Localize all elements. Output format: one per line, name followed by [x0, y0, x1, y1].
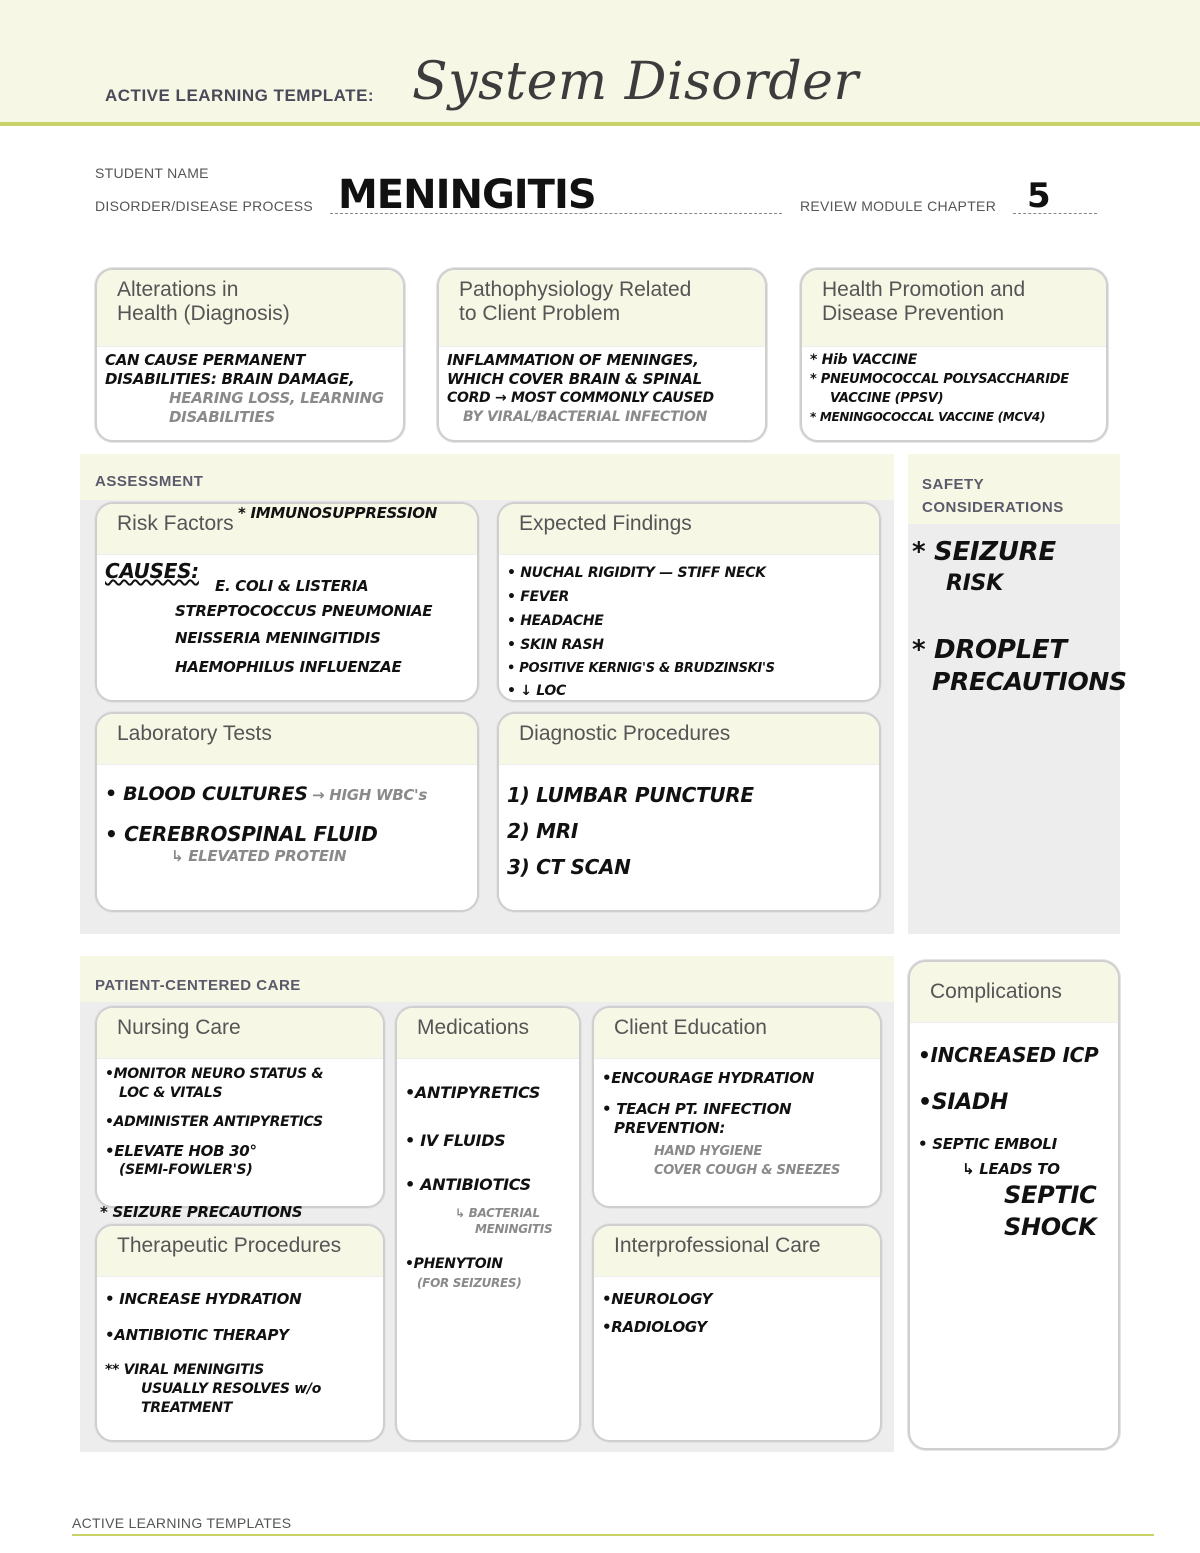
- lab-tests-title: Laboratory Tests: [117, 722, 272, 745]
- risk-factors-content: [97, 555, 477, 681]
- diagnostic-procedures-box: [497, 712, 881, 912]
- education-line: • TEACH PT. INFECTION: [602, 1100, 792, 1118]
- finding-line: • FEVER: [507, 589, 570, 605]
- nursing-line: LOC & VITALS: [119, 1085, 223, 1101]
- complication-item: • SEPTIC EMBOLI: [918, 1135, 1057, 1153]
- expected-findings-header: [499, 504, 879, 555]
- health-promo-line: * MENINGOCOCCAL VACCINE (MCV4): [810, 410, 1046, 424]
- finding-line: • SKIN RASH: [507, 637, 604, 653]
- interprofessional-care-title: Interprofessional Care: [614, 1234, 821, 1257]
- lab-line: • BLOOD CULTURES: [105, 783, 308, 805]
- causes-label: CAUSES:: [105, 559, 199, 583]
- patho-line: INFLAMMATION OF MENINGES,: [447, 351, 699, 369]
- diagnostic-procedures-title: Diagnostic Procedures: [519, 722, 731, 745]
- expected-findings-box: [497, 502, 881, 702]
- interprofessional-care-header: [594, 1226, 880, 1277]
- education-line: PREVENTION:: [614, 1119, 726, 1137]
- complication-emphasis: SHOCK: [1004, 1213, 1097, 1241]
- risk-factors-note: * IMMUNOSUPPRESSION: [238, 504, 438, 522]
- health-promotion-box: [800, 268, 1108, 442]
- template-title: System Disorder: [412, 52, 859, 112]
- medication-note: (FOR SEIZURES): [417, 1276, 522, 1290]
- lab-tests-box: [95, 712, 479, 912]
- safety-title: [922, 473, 1064, 519]
- nursing-care-header: [97, 1008, 383, 1059]
- alterations-line: CAN CAUSE PERMANENT: [105, 351, 306, 369]
- health-promotion-content: [802, 347, 1106, 431]
- patho-title-2: to Client Problem: [459, 302, 621, 325]
- footer-divider: [72, 1534, 1154, 1536]
- medications-content: [397, 1059, 579, 1297]
- health-promo-title-1: Health Promotion and: [822, 278, 1026, 301]
- complications-content: [910, 1023, 1118, 1247]
- risk-factor-line: E. COLI & LISTERIA: [215, 577, 369, 595]
- health-promo-title-2: Disease Prevention: [822, 302, 1005, 325]
- risk-factor-line: STREPTOCOCCUS PNEUMONIAE: [175, 602, 433, 620]
- interprofessional-care-box: [592, 1224, 882, 1442]
- expected-findings-content: [499, 555, 879, 702]
- nursing-care-title: Nursing Care: [117, 1016, 241, 1039]
- seizure-precautions-note: * SEIZURE PRECAUTIONS: [100, 1203, 303, 1221]
- finding-line: • HEADACHE: [507, 613, 604, 629]
- diagnostic-line: 1) LUMBAR PUNCTURE: [507, 783, 754, 807]
- therapeutic-line: • INCREASE HYDRATION: [105, 1290, 302, 1308]
- patho-line: BY VIRAL/BACTERIAL INFECTION: [463, 409, 707, 425]
- safety-item: * SEIZURE: [912, 537, 1056, 567]
- medications-header: [397, 1008, 579, 1059]
- lab-line: ↳ ELEVATED PROTEIN: [171, 847, 347, 865]
- patient-care-title: PATIENT-CENTERED CARE: [95, 977, 301, 994]
- medication-line: • IV FLUIDS: [405, 1131, 506, 1150]
- alterations-line: HEARING LOSS, LEARNING: [169, 389, 384, 407]
- complications-header: [910, 962, 1118, 1023]
- client-education-content: [594, 1059, 880, 1184]
- therapeutic-procedures-title: Therapeutic Procedures: [117, 1234, 342, 1257]
- medications-box: [395, 1006, 581, 1442]
- student-name-label: STUDENT NAME: [95, 165, 209, 181]
- risk-factors-box: [95, 502, 479, 702]
- nursing-line: (SEMI-FOWLER'S): [119, 1162, 253, 1178]
- health-promo-line: VACCINE (PPSV): [830, 391, 944, 406]
- header-divider: [0, 122, 1200, 126]
- lab-tests-content: [97, 765, 477, 870]
- finding-line: • NUCHAL RIGIDITY — STIFF NECK: [507, 565, 766, 581]
- medication-line: •ANTIPYRETICS: [405, 1083, 541, 1102]
- health-promo-line: * PNEUMOCOCCAL POLYSACCHARIDE: [810, 372, 1069, 387]
- safety-title-1: SAFETY: [922, 476, 985, 493]
- health-promo-line: * Hib VACCINE: [810, 352, 918, 368]
- alterations-line: DISABILITIES: [169, 408, 275, 426]
- medication-note: ↳ BACTERIAL: [455, 1206, 540, 1220]
- nursing-line: •ADMINISTER ANTIPYRETICS: [105, 1114, 323, 1130]
- alterations-box: [95, 268, 405, 442]
- patho-line: WHICH COVER BRAIN & SPINAL: [447, 370, 702, 388]
- diagnostic-procedures-content: [499, 765, 879, 889]
- assessment-title: ASSESSMENT: [95, 473, 204, 490]
- medications-title: Medications: [417, 1016, 530, 1039]
- patho-line: CORD → MOST COMMONLY CAUSED: [447, 390, 714, 406]
- review-chapter-line: [1013, 213, 1097, 214]
- therapeutic-procedures-box: [95, 1224, 385, 1442]
- complications-box: [908, 960, 1120, 1450]
- safety-item: PRECAUTIONS: [932, 667, 1127, 696]
- safety-content: [912, 536, 1127, 698]
- therapeutic-note: ** VIRAL MENINGITIS: [105, 1362, 264, 1378]
- alterations-line: DISABILITIES: BRAIN DAMAGE,: [105, 370, 355, 388]
- complications-title: Complications: [930, 980, 1062, 1003]
- diagnostic-procedures-header: [499, 714, 879, 765]
- therapeutic-note: TREATMENT: [141, 1400, 233, 1416]
- interprofessional-line: •RADIOLOGY: [602, 1318, 707, 1336]
- alterations-content: [97, 347, 403, 431]
- review-chapter-label: REVIEW MODULE CHAPTER: [800, 198, 997, 214]
- finding-line: • POSITIVE KERNIG'S & BRUDZINSKI'S: [507, 661, 775, 676]
- review-chapter-value[interactable]: 5: [1027, 176, 1051, 216]
- education-subline: COVER COUGH & SNEEZES: [654, 1163, 841, 1178]
- interprofessional-line: •NEUROLOGY: [602, 1290, 713, 1308]
- expected-findings-title: Expected Findings: [519, 512, 692, 535]
- therapeutic-note: USUALLY RESOLVES w/o: [141, 1381, 322, 1397]
- alterations-header: [97, 270, 403, 347]
- education-line: •ENCOURAGE HYDRATION: [602, 1069, 814, 1087]
- medication-line: •PHENYTOIN: [405, 1256, 503, 1272]
- risk-factor-line: HAEMOPHILUS INFLUENZAE: [175, 658, 402, 676]
- complication-item: •SIADH: [918, 1090, 1008, 1115]
- therapeutic-procedures-header: [97, 1226, 383, 1277]
- finding-line: • ↓ LOC: [507, 683, 566, 699]
- medication-line: • ANTIBIOTICS: [405, 1175, 531, 1194]
- therapeutic-procedures-content: [97, 1277, 383, 1422]
- complication-emphasis: SEPTIC: [1004, 1181, 1097, 1209]
- lab-tests-header: [97, 714, 477, 765]
- disorder-label: DISORDER/DISEASE PROCESS: [95, 198, 314, 214]
- client-education-header: [594, 1008, 880, 1059]
- education-subline: HAND HYGIENE: [654, 1144, 762, 1159]
- therapeutic-line: •ANTIBIOTIC THERAPY: [105, 1326, 289, 1344]
- client-education-box: [592, 1006, 882, 1208]
- risk-factor-line: NEISSERIA MENINGITIDIS: [175, 629, 381, 647]
- nursing-care-box: [95, 1006, 385, 1208]
- footer-text: ACTIVE LEARNING TEMPLATES: [72, 1515, 292, 1531]
- nursing-line: •MONITOR NEURO STATUS &: [105, 1066, 324, 1082]
- patho-title-1: Pathophysiology Related: [459, 278, 692, 301]
- safety-title-2: CONSIDERATIONS: [922, 499, 1064, 516]
- disorder-value[interactable]: MENINGITIS: [338, 172, 596, 218]
- lab-line-note: → HIGH WBC's: [312, 786, 427, 804]
- health-promotion-header: [802, 270, 1106, 347]
- template-label: ACTIVE LEARNING TEMPLATE:: [105, 86, 375, 105]
- medication-note: MENINGITIS: [475, 1222, 553, 1236]
- alterations-title-1: Alterations in: [117, 278, 239, 301]
- diagnostic-line: 3) CT SCAN: [507, 855, 631, 879]
- complication-item: •INCREASED ICP: [918, 1043, 1099, 1067]
- safety-item: * DROPLET: [912, 635, 1067, 665]
- pathophysiology-box: [437, 268, 767, 442]
- risk-factors-title: Risk Factors: [117, 512, 234, 535]
- alterations-title-2: Health (Diagnosis): [117, 302, 290, 325]
- diagnostic-line: 2) MRI: [507, 819, 578, 843]
- nursing-line: •ELEVATE HOB 30°: [105, 1142, 257, 1160]
- lab-line: • CEREBROSPINAL FLUID: [105, 822, 378, 846]
- client-education-title: Client Education: [614, 1016, 767, 1039]
- complication-subline: ↳ LEADS TO: [962, 1160, 1060, 1178]
- nursing-care-content: [97, 1059, 383, 1184]
- pathophysiology-header: [439, 270, 765, 347]
- interprofessional-care-content: [594, 1277, 880, 1345]
- pathophysiology-content: [439, 347, 765, 431]
- safety-item: RISK: [946, 571, 1003, 596]
